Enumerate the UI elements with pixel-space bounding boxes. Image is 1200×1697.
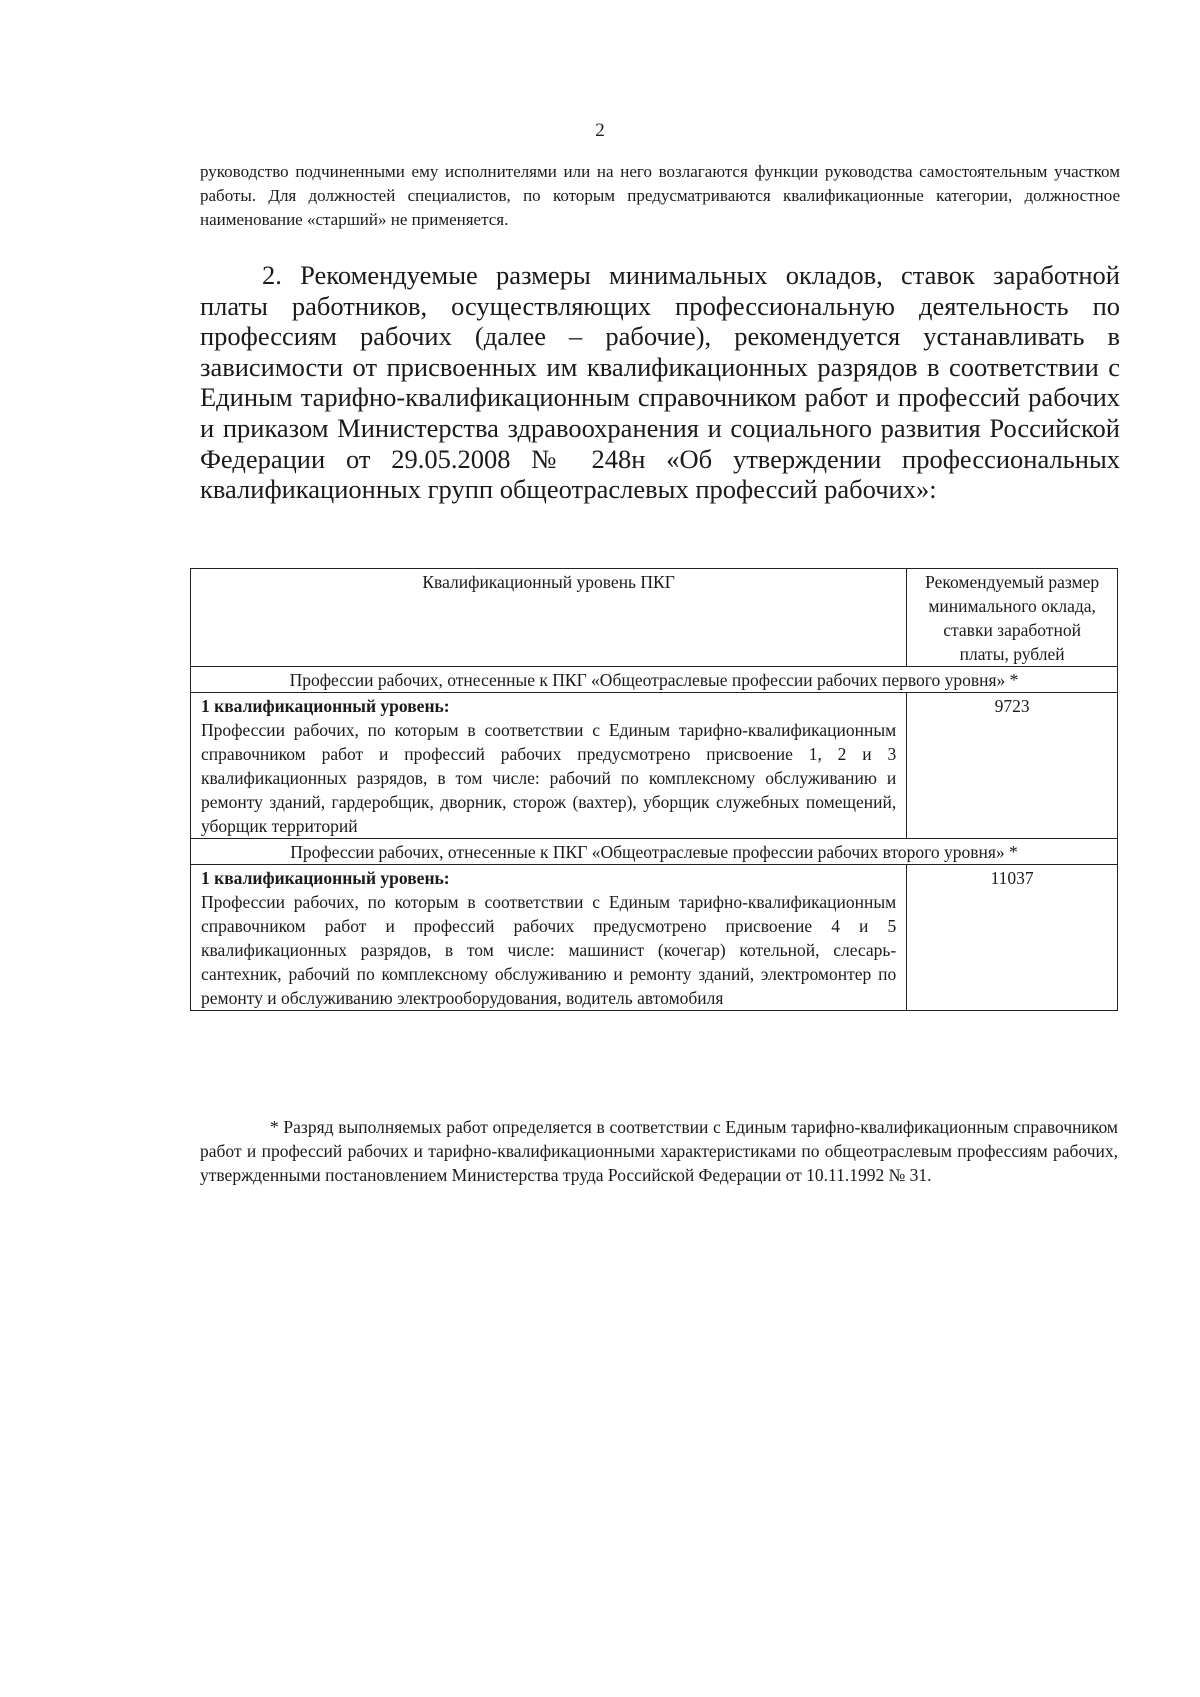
table-row — [191, 693, 1118, 839]
level-description: Профессии рабочих, по которым в соответствии с Единым тарифно-квалификационным справочником работ и профессий рабочих предусмотрено присвоение 4 и 5 квалификационных разрядов, в том числе: машинист (кочегар) котельной, слесарь-сантехник, рабочий по комплексному обслуживанию и ремонту зданий, электромонтер по ремонту и обслуживанию электрооборудования, водитель автомобиля — [201, 892, 897, 1008]
level-description: Профессии рабочих, по которым в соответствии с Единым тарифно-квалификационным справочником работ и профессий рабочих предусмотрено присвоение 1, 2 и 3 квалификационных разрядов, в том числе: рабочий по комплексному обслуживанию и ремонту зданий, гардеробщик, дворник, сторож (вахтер), уборщик служебных помещений, уборщик территорий — [201, 720, 897, 836]
salary-table — [190, 568, 1118, 1011]
intro-paragraph: руководство подчиненными ему исполнителями или на него возлагаются функции руководства самостоятельным участком работы. Для должностей специалистов, по которым предусматриваются квалификационные категории, должностное наименование «старший» не применяется. — [200, 162, 1120, 229]
table-header-row — [191, 569, 1118, 667]
footnote: * Разряд выполняемых работ определяется в соответствии с Единым тарифно-квалификационным справочником работ и профессий рабочих и тарифно-квалификационными характеристиками по общеотраслевым профессиям рабочих, утвержденными постановлением Министерства труда Российской Федерации от 10.11.1992 № 31. — [200, 1117, 1118, 1185]
level-cell — [191, 693, 907, 839]
level-cell — [191, 865, 907, 1011]
header-qualification-level: Квалификационный уровень ПКГ — [191, 569, 907, 667]
level-title: 1 квалификационный уровень: — [201, 868, 450, 888]
group-title: Профессии рабочих, отнесенные к ПКГ «Общеотраслевые профессии рабочих первого уровня» * — [191, 667, 1118, 693]
group-title-row — [191, 667, 1118, 693]
table-row — [191, 865, 1118, 1011]
group-title-row — [191, 839, 1118, 865]
salary-value: 11037 — [907, 865, 1118, 1011]
main-paragraph: 2. Рекомендуемые размеры минимальных окладов, ставок заработной платы работников, осуществляющих профессиональную деятельность по профессиям рабочих (далее – рабочие), рекомендуется устанавливать в зависимости от присвоенных им квалификационных разрядов в соответствии с Единым тарифно-квалификационным справочником работ и профессий рабочих и приказом Министерства здравоохранения и социального развития Российской Федерации от 29.05.2008 № 248н «Об утверждении профессиональных квалификационных групп общеотраслевых профессий рабочих»: — [200, 260, 1120, 505]
salary-value: 9723 — [907, 693, 1118, 839]
group-title: Профессии рабочих, отнесенные к ПКГ «Общеотраслевые профессии рабочих второго уровня» * — [191, 839, 1118, 865]
level-title: 1 квалификационный уровень: — [201, 696, 450, 716]
page-number: 2 — [595, 120, 605, 141]
header-recommended-salary: Рекомендуемый размер минимального оклада, ставки заработной платы, рублей — [907, 569, 1118, 667]
